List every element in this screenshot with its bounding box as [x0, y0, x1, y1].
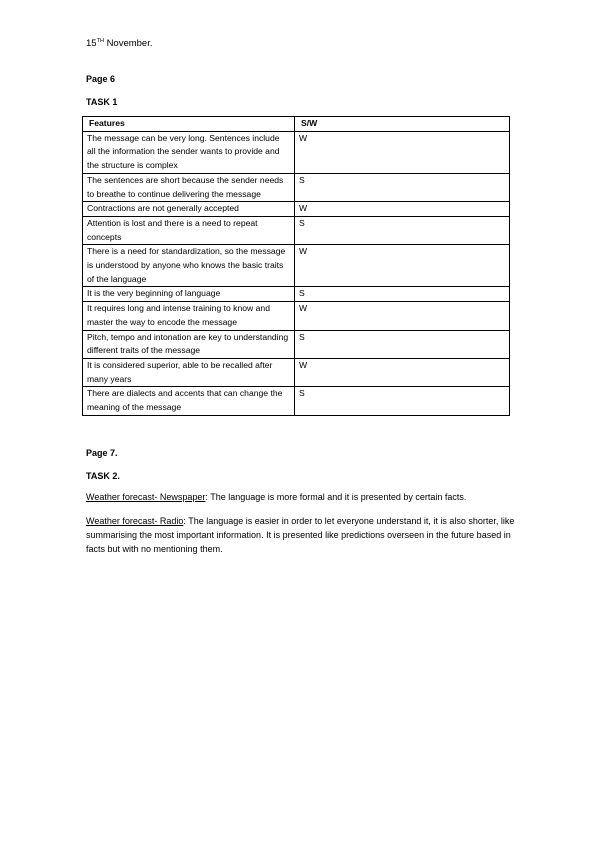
table-row: [83, 387, 510, 415]
table-row: [83, 330, 510, 358]
feature-cell: The sentences are short because the sender needs to breathe to continue delivering the message: [83, 173, 295, 201]
features-table: [82, 116, 510, 416]
table-row: [83, 287, 510, 302]
table-header-row: [83, 117, 510, 132]
sw-cell: S: [295, 287, 510, 302]
sw-cell: W: [295, 302, 510, 330]
sw-cell: W: [295, 358, 510, 386]
table-row: [83, 245, 510, 287]
sw-cell: S: [295, 330, 510, 358]
page6-heading: Page 6: [86, 74, 116, 84]
radio-label: Weather forecast- Radio: [86, 516, 184, 526]
feature-cell: It requires long and intense training to know and master the way to encode the message: [83, 302, 295, 330]
feature-cell: There is a need for standardization, so the message is understood by anyone who knows the basic traits of the language: [83, 245, 295, 287]
date-line: [86, 37, 153, 51]
table-row: [83, 202, 510, 217]
date-day: 15: [86, 38, 97, 49]
sw-cell: W: [295, 131, 510, 173]
feature-cell: Contractions are not generally accepted: [83, 202, 295, 217]
sw-cell: W: [295, 245, 510, 287]
table-row: [83, 358, 510, 386]
sw-cell: W: [295, 202, 510, 217]
newspaper-text: : The language is more formal and it is presented by certain facts.: [205, 492, 467, 502]
feature-cell: Pitch, tempo and intonation are key to understanding different traits of the message: [83, 330, 295, 358]
feature-cell: It is considered superior, able to be recalled after many years: [83, 358, 295, 386]
feature-cell: The message can be very long. Sentences include all the information the sender wants to provide and the structure is complex: [83, 131, 295, 173]
sw-cell: S: [295, 216, 510, 244]
radio-paragraph: [86, 515, 526, 556]
date-month: November.: [106, 38, 153, 49]
table-row: [83, 216, 510, 244]
feature-cell: It is the very beginning of language: [83, 287, 295, 302]
date-suffix: TH: [96, 38, 104, 44]
header-features: Features: [83, 117, 295, 132]
newspaper-label: Weather forecast- Newspaper: [86, 492, 206, 502]
feature-cell: Attention is lost and there is a need to repeat concepts: [83, 216, 295, 244]
task2-heading: TASK 2.: [86, 471, 120, 481]
sw-cell: S: [295, 387, 510, 415]
table-row: [83, 302, 510, 330]
header-sw: S/W: [295, 117, 510, 132]
task1-heading: TASK 1: [86, 97, 118, 107]
page7-heading: Page 7.: [86, 448, 118, 458]
table-row: [83, 131, 510, 173]
sw-cell: S: [295, 173, 510, 201]
feature-cell: There are dialects and accents that can change the meaning of the message: [83, 387, 295, 415]
radio-text: : The language is easier in order to let everyone understand it, it is also shorter, like summarising the most important information. It is presented like predictions overseen in the future based in facts but with no mentioning them.: [86, 516, 515, 554]
newspaper-paragraph: [86, 491, 526, 505]
table-row: [83, 173, 510, 201]
